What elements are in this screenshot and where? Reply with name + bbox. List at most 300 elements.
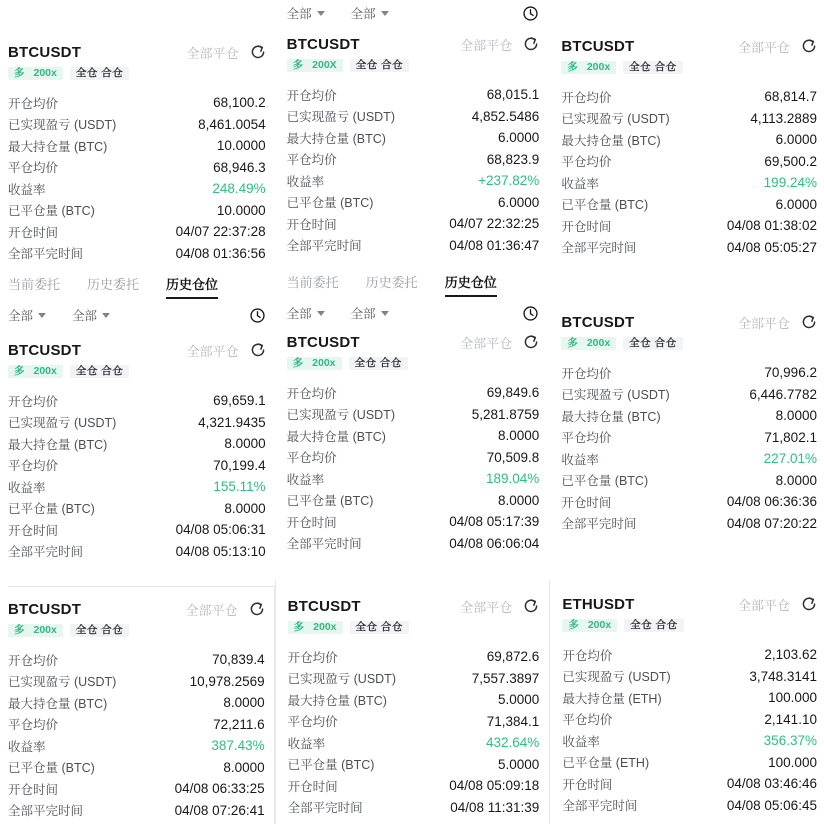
stat-row: [561, 86, 817, 108]
stat-value: 70,199.4: [213, 457, 266, 473]
order-tabs: [287, 272, 540, 296]
stat-label: 平仓均价: [8, 161, 59, 176]
stat-row: [8, 412, 266, 434]
stat-label: 收益率: [8, 480, 46, 495]
stat-row: [561, 448, 817, 470]
margin-mode-badge: 全仓 合仓: [70, 365, 129, 379]
symbol-label: BTCUSDT: [286, 333, 360, 351]
margin-mode-badge: 全仓 合仓: [623, 337, 682, 351]
symbol-label: BTCUSDT: [287, 597, 361, 615]
card-header: [8, 340, 266, 360]
symbol-label: BTCUSDT: [8, 43, 82, 61]
stat-rows: [562, 644, 817, 816]
stat-row: [561, 237, 817, 259]
stat-label: 最大持仓量 (BTC): [8, 696, 108, 711]
share-icon[interactable]: [250, 342, 266, 358]
close-all-status: 全部平仓: [460, 37, 513, 53]
history-clock-icon[interactable]: [522, 305, 539, 322]
stat-value: 70,509.8: [486, 449, 540, 465]
tag-row: [287, 57, 540, 74]
stat-row: [8, 135, 266, 157]
stat-rows: [561, 362, 817, 534]
stat-row: [561, 470, 817, 492]
stat-value: 04/08 05:05:27: [726, 239, 817, 255]
stat-label: 全部平完时间: [8, 545, 84, 560]
stat-value: 04/08 05:06:45: [726, 797, 817, 813]
share-icon[interactable]: [801, 38, 817, 54]
side-leverage-badge: [561, 337, 616, 351]
stat-value: 70,839.4: [212, 652, 265, 668]
stat-value: 432.64%: [486, 735, 540, 751]
chevron-down-icon: [38, 313, 46, 318]
stat-row: [8, 649, 265, 671]
share-icon[interactable]: [250, 44, 266, 60]
stat-row: [561, 108, 817, 130]
side-label: 多: [293, 621, 305, 634]
stat-row: [287, 425, 540, 447]
position-card: [8, 340, 266, 562]
stat-label: 收益率: [286, 472, 325, 487]
stat-value: 68,100.2: [213, 95, 266, 111]
filter-bar: [287, 2, 540, 24]
tab-order-history[interactable]: 历史委托: [365, 275, 418, 290]
stat-label: 全部平完时间: [287, 801, 363, 816]
stat-row: [8, 671, 265, 693]
position-card: [561, 36, 817, 258]
filter-dropdown-label: 全部: [286, 7, 312, 21]
leverage-label: 200x: [312, 357, 336, 370]
stat-row: [288, 668, 540, 690]
stat-value: 356.37%: [763, 733, 817, 749]
stat-label: 已平仓量 (BTC): [286, 196, 374, 211]
tab-current-orders[interactable]: 当前委托: [286, 275, 339, 290]
stat-row: [8, 390, 266, 412]
stat-value: 68,823.9: [486, 151, 540, 167]
margin-mode-badge: 全仓 合仓: [70, 624, 129, 638]
stat-row: [8, 476, 266, 498]
stat-value: 04/08 06:36:36: [726, 494, 817, 510]
stat-label: 最大持仓量 (BTC): [561, 409, 661, 424]
stat-row: [8, 735, 265, 757]
stat-row: [562, 687, 817, 709]
stat-value: 69,659.1: [213, 393, 266, 409]
stat-value: 248.49%: [212, 181, 266, 197]
stat-label: 开仓时间: [8, 523, 59, 538]
filter-dropdown-symbol[interactable]: [8, 306, 46, 324]
stat-value: 04/08 01:36:56: [175, 245, 266, 261]
stat-row: [8, 200, 266, 222]
stat-rows: [561, 86, 817, 258]
stat-value: +237.82%: [478, 173, 540, 189]
column-left: [0, 0, 275, 824]
symbol-label: ETHUSDT: [562, 595, 635, 613]
stat-label: 开仓时间: [286, 515, 337, 530]
order-tabs: [8, 274, 266, 298]
stat-label: 平仓均价: [287, 715, 338, 730]
position-card: [288, 596, 540, 818]
stat-row: [8, 433, 266, 455]
chevron-down-icon: [381, 11, 389, 16]
stat-label: 最大持仓量 (BTC): [286, 131, 386, 146]
bottom-card-section: [275, 580, 540, 824]
card-header: [288, 596, 540, 616]
stat-label: 开仓时间: [286, 217, 337, 232]
stat-value: 2,141.10: [764, 711, 817, 727]
filter-bar: [8, 304, 266, 326]
stat-value: 04/08 07:26:41: [174, 802, 265, 818]
chevron-down-icon: [317, 11, 325, 16]
stat-value: 04/08 11:31:39: [450, 799, 540, 815]
stat-label: 开仓时间: [8, 782, 59, 797]
stat-value: 68,946.3: [213, 159, 266, 175]
stat-row: [8, 178, 266, 200]
stat-value: 04/08 05:17:39: [449, 514, 540, 530]
stat-value: 2,103.62: [764, 647, 817, 663]
stat-value: 04/08 06:06:04: [449, 535, 540, 551]
symbol-label: BTCUSDT: [8, 341, 82, 359]
filter-dropdown-symbol[interactable]: [287, 4, 325, 22]
filter-dropdown-label: 全部: [286, 307, 312, 321]
stat-value: 100.000: [768, 690, 817, 706]
stat-value: 4,852.5486: [471, 108, 540, 124]
leverage-label: 200x: [33, 624, 57, 637]
stat-value: 71,384.1: [486, 713, 540, 729]
filter-dropdown-label: 全部: [350, 7, 376, 21]
stat-label: 已实现盈亏 (USDT): [8, 118, 117, 133]
tab-current-orders[interactable]: 当前委托: [8, 277, 61, 292]
column-middle: [275, 0, 550, 824]
card-header: [8, 42, 266, 62]
stat-row: [561, 513, 817, 535]
stat-row: [8, 455, 266, 477]
stat-value: 5.0000: [498, 692, 540, 708]
tab-position-history[interactable]: 历史仓位: [166, 274, 218, 299]
stat-value: 199.24%: [763, 175, 817, 191]
stat-row: [561, 129, 817, 151]
stat-value: 8.0000: [224, 436, 266, 452]
filter-dropdown-label: 全部: [350, 307, 376, 321]
stat-row: [287, 468, 540, 490]
stat-row: [8, 114, 266, 136]
position-card: [8, 599, 265, 821]
stat-row: [288, 754, 540, 776]
stat-row: [561, 427, 817, 449]
stat-row: [562, 644, 817, 666]
stat-row: [8, 692, 265, 714]
stat-value: 6.0000: [498, 194, 540, 210]
stat-value: 4,321.9435: [198, 414, 266, 430]
stat-row: [288, 732, 540, 754]
bottom-card-section: [549, 580, 817, 824]
stat-row: [287, 149, 540, 171]
chevron-down-icon: [317, 311, 325, 316]
stat-label: 最大持仓量 (BTC): [8, 139, 108, 154]
stat-rows: [287, 382, 540, 554]
stat-label: 最大持仓量 (ETH): [562, 691, 662, 706]
stat-row: [561, 405, 817, 427]
side-label: 多: [568, 619, 579, 632]
stat-row: [8, 757, 265, 779]
stat-value: 6.0000: [775, 132, 817, 148]
stat-label: 收益率: [561, 176, 599, 191]
stat-row: [288, 646, 540, 668]
stat-row: [8, 221, 266, 243]
stat-value: 70,996.2: [764, 365, 817, 381]
stat-row: [287, 447, 540, 469]
stat-label: 开仓时间: [287, 779, 338, 794]
stat-label: 全部平完时间: [8, 247, 84, 262]
stat-value: 8.0000: [223, 759, 265, 775]
stat-label: 已平仓量 (BTC): [8, 502, 95, 517]
stat-row: [8, 157, 266, 179]
side-leverage-badge: [8, 365, 63, 379]
side-label: 多: [567, 337, 578, 350]
tag-row: [8, 622, 265, 639]
stat-row: [561, 362, 817, 384]
filter-dropdown-side[interactable]: [72, 306, 110, 324]
stat-value: 04/08 05:06:31: [175, 522, 266, 538]
stat-label: 已平仓量 (BTC): [8, 204, 95, 219]
stat-value: 10.0000: [216, 202, 266, 218]
stat-value: 155.11%: [213, 479, 266, 495]
close-all-status: 全部平仓: [186, 343, 239, 359]
side-leverage-badge: [288, 621, 343, 635]
stat-value: 3,748.3141: [749, 668, 817, 684]
history-clock-icon[interactable]: [522, 5, 539, 22]
side-leverage-badge: [8, 624, 63, 638]
stat-label: 全部平完时间: [286, 239, 362, 254]
stat-row: [561, 491, 817, 513]
tag-row: [8, 65, 266, 82]
leverage-label: 200x: [586, 337, 611, 350]
stat-value: 04/08 03:46:46: [726, 776, 817, 792]
share-icon[interactable]: [523, 598, 539, 614]
stat-label: 最大持仓量 (BTC): [286, 429, 386, 444]
position-card: [287, 332, 540, 554]
filter-bar: [287, 302, 540, 324]
stat-row: [561, 215, 817, 237]
leverage-label: 200x: [33, 67, 57, 80]
side-label: 多: [567, 61, 578, 74]
stat-label: 已平仓量 (ETH): [562, 756, 650, 771]
close-all-status: 全部平仓: [185, 602, 238, 618]
stat-row: [8, 92, 266, 114]
stat-value: 189.04%: [486, 471, 540, 487]
stat-row: [562, 730, 817, 752]
tag-row: [287, 355, 540, 372]
stat-row: [287, 213, 540, 235]
bottom-card-section: [8, 586, 275, 824]
stat-row: [561, 194, 817, 216]
stat-value: 6.0000: [498, 130, 540, 146]
stat-value: 10.0000: [216, 138, 266, 154]
stat-label: 全部平完时间: [561, 241, 637, 256]
stat-label: 收益率: [562, 734, 600, 749]
stat-row: [287, 84, 540, 106]
stat-value: 227.01%: [763, 451, 817, 467]
stat-row: [8, 243, 266, 265]
stat-label: 收益率: [287, 736, 326, 751]
stat-value: 8.0000: [223, 695, 265, 711]
history-clock-icon[interactable]: [249, 307, 266, 324]
stat-label: 平仓均价: [562, 713, 613, 728]
share-icon[interactable]: [801, 314, 817, 330]
stat-value: 04/08 06:33:25: [174, 781, 265, 797]
stat-row: [561, 151, 817, 173]
stat-label: 已实现盈亏 (USDT): [561, 388, 670, 403]
stat-value: 68,814.7: [764, 89, 817, 105]
stat-rows: [8, 390, 266, 562]
stat-value: 72,211.6: [213, 716, 265, 732]
stat-label: 收益率: [561, 452, 599, 467]
tag-row: [561, 335, 817, 352]
stat-rows: [8, 649, 265, 821]
stat-label: 最大持仓量 (BTC): [8, 437, 108, 452]
share-icon[interactable]: [523, 36, 539, 52]
leverage-label: 200x: [586, 61, 611, 74]
side-label: 多: [14, 67, 25, 80]
stat-label: 全部平完时间: [8, 804, 84, 819]
leverage-label: 200x: [33, 365, 57, 378]
stat-value: 04/07 22:37:28: [175, 224, 266, 240]
stat-label: 已平仓量 (BTC): [286, 494, 374, 509]
stat-label: 已平仓量 (BTC): [8, 761, 95, 776]
tab-order-history[interactable]: 历史委托: [87, 277, 140, 292]
stat-value: 69,849.6: [486, 385, 540, 401]
stat-label: 最大持仓量 (BTC): [561, 133, 661, 148]
stat-row: [562, 752, 817, 774]
tag-row: [8, 363, 266, 380]
stat-row: [288, 689, 540, 711]
stat-label: 开仓均价: [8, 96, 59, 111]
stat-row: [562, 666, 817, 688]
stat-label: 已实现盈亏 (USDT): [286, 408, 395, 423]
stat-row: [287, 106, 540, 128]
stat-value: 10,978.2569: [189, 673, 265, 689]
stat-label: 平仓均价: [286, 451, 337, 466]
tab-position-history[interactable]: 历史仓位: [445, 272, 497, 297]
stat-row: [8, 714, 265, 736]
side-leverage-badge: [561, 61, 616, 75]
stat-label: 开仓时间: [8, 225, 59, 240]
margin-mode-badge: 全仓 合仓: [623, 61, 682, 75]
stat-label: 全部平完时间: [286, 537, 362, 552]
stat-value: 6.0000: [775, 196, 817, 212]
stat-label: 已实现盈亏 (USDT): [8, 416, 117, 431]
symbol-label: BTCUSDT: [286, 35, 360, 53]
stat-value: 100.000: [768, 754, 817, 770]
stat-label: 已平仓量 (BTC): [561, 198, 649, 213]
stat-label: 开仓均价: [287, 650, 338, 665]
stat-label: 平仓均价: [561, 155, 612, 170]
stat-label: 开仓均价: [8, 653, 59, 668]
tag-row: [561, 59, 817, 76]
stat-label: 开仓均价: [562, 648, 613, 663]
card-header: [8, 599, 265, 619]
stat-label: 开仓时间: [561, 495, 612, 510]
stat-label: 已平仓量 (BTC): [561, 474, 649, 489]
column-right: [549, 0, 824, 824]
stat-value: 387.43%: [211, 738, 265, 754]
stat-value: 04/07 22:32:25: [449, 216, 540, 232]
stat-value: 8,461.0054: [198, 116, 266, 132]
card-header: [561, 312, 817, 332]
stat-label: 开仓均价: [286, 386, 337, 401]
margin-mode-badge: 全仓 合仓: [624, 619, 683, 633]
margin-mode-badge: 全仓 合仓: [350, 621, 409, 635]
stat-label: 已实现盈亏 (USDT): [286, 110, 395, 125]
stat-label: 已实现盈亏 (USDT): [8, 675, 117, 690]
card-header: [287, 34, 540, 54]
stat-value: 04/08 07:20:22: [726, 515, 817, 531]
chevron-down-icon: [381, 311, 389, 316]
stat-label: 开仓均价: [561, 366, 612, 381]
stat-label: 全部平完时间: [561, 517, 637, 532]
side-label: 多: [14, 365, 25, 378]
stat-row: [287, 192, 540, 214]
leverage-label: 200x: [587, 619, 612, 632]
filter-dropdown-label: 全部: [8, 309, 34, 323]
stat-label: 开仓均价: [561, 90, 612, 105]
stat-value: 8.0000: [498, 492, 540, 508]
stat-value: 69,500.2: [764, 153, 817, 169]
filter-dropdown-side[interactable]: [351, 4, 389, 22]
stat-value: 4,113.2889: [750, 110, 817, 126]
margin-mode-badge: 全仓 合仓: [70, 67, 129, 81]
stat-value: 04/08 01:38:02: [726, 218, 817, 234]
stat-label: 开仓均价: [286, 88, 337, 103]
side-leverage-badge: [562, 619, 617, 633]
share-icon[interactable]: [523, 334, 539, 350]
chevron-down-icon: [102, 313, 110, 318]
stat-label: 已实现盈亏 (USDT): [561, 112, 670, 127]
filter-dropdown-label: 全部: [72, 309, 98, 323]
stat-row: [287, 170, 540, 192]
stat-rows: [8, 92, 266, 264]
stat-row: [287, 404, 540, 426]
position-card: [287, 34, 540, 256]
stat-value: 7,557.3897: [471, 670, 540, 686]
stat-label: 开仓时间: [561, 219, 612, 234]
leverage-label: 200X: [312, 59, 337, 72]
stat-rows: [288, 646, 540, 818]
stat-label: 收益率: [8, 182, 46, 197]
stat-value: 04/08 05:13:10: [175, 543, 266, 559]
filter-dropdown-symbol[interactable]: [287, 304, 325, 322]
stat-value: 6,446.7782: [749, 386, 817, 402]
stat-label: 平仓均价: [561, 431, 612, 446]
tag-row: [562, 617, 817, 634]
stat-value: 68,015.1: [486, 87, 540, 103]
share-icon[interactable]: [801, 596, 817, 612]
stat-value: 5.0000: [498, 756, 540, 772]
share-icon[interactable]: [249, 601, 265, 617]
stat-row: [562, 773, 817, 795]
close-all-status: 全部平仓: [460, 335, 513, 351]
position-card: [562, 594, 817, 816]
stat-row: [561, 172, 817, 194]
stat-value: 71,802.1: [764, 429, 817, 445]
stat-row: [287, 235, 540, 257]
stat-label: 已实现盈亏 (USDT): [287, 672, 396, 687]
margin-mode-badge: 全仓 合仓: [349, 357, 408, 371]
stat-value: 8.0000: [775, 408, 817, 424]
filter-dropdown-side[interactable]: [351, 304, 389, 322]
close-all-status: 全部平仓: [460, 599, 513, 615]
symbol-label: BTCUSDT: [8, 600, 82, 618]
stat-value: 69,872.6: [486, 649, 540, 665]
margin-mode-badge: 全仓 合仓: [350, 59, 409, 73]
